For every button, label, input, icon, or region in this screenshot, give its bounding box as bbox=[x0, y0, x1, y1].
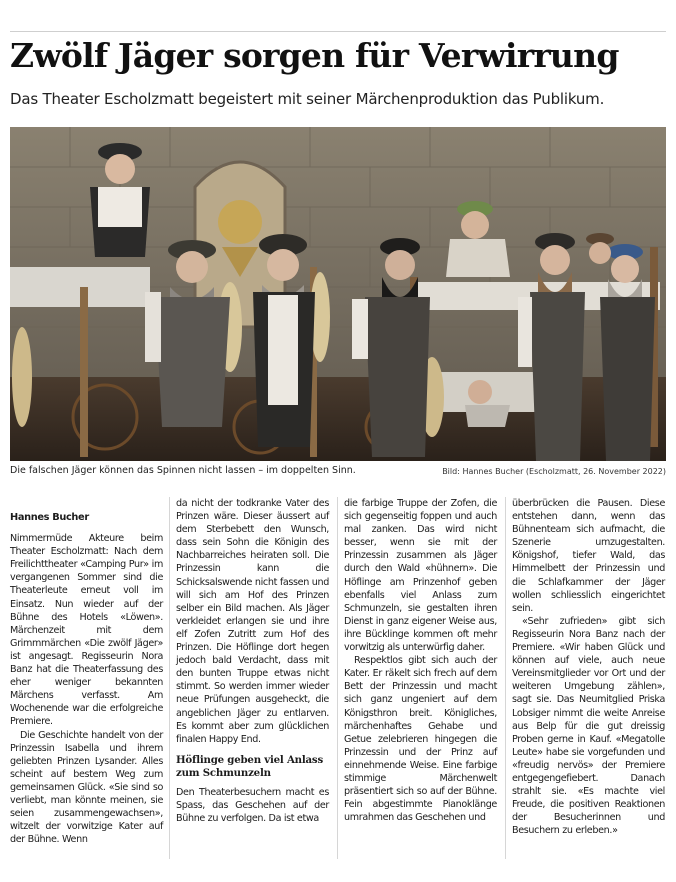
column-divider bbox=[505, 497, 506, 859]
column-3 bbox=[344, 497, 497, 824]
article-subtitle: Das Theater Escholzmatt begeistert mit seiner Märchenproduktion das Publikum. bbox=[10, 90, 605, 108]
column-divider bbox=[337, 497, 338, 859]
photo-credit: Bild: Hannes Bucher (Escholzmatt, 26. November 2022) bbox=[442, 467, 666, 476]
article-title: Zwölf Jäger sorgen für Verwirrung bbox=[10, 36, 619, 75]
paragraph: Die Geschichte handelt von der Prinzessin Isabella und ihrem geliebten Prinzen Lysander. Alles scheint auf bestem Weg zum gemeinsamen Glück. «Sie sind so verliebt, man könnte meinen, sie seien zusammengewachsen», witzelt der vorwitzige Kater auf der Bühne. Wenn bbox=[10, 729, 163, 846]
column-1 bbox=[10, 497, 163, 846]
paragraph: Den Theaterbesuchern macht es Spass, das Geschehen auf der Bühne zu verfolgen. Da ist etwa bbox=[176, 786, 329, 824]
article-photo bbox=[10, 127, 666, 461]
photo-caption: Die falschen Jäger können das Spinnen nicht lassen – im doppelten Sinn. bbox=[10, 465, 356, 476]
column-divider bbox=[169, 497, 170, 859]
column-4 bbox=[512, 497, 665, 837]
paragraph: Respektlos gibt sich auch der Kater. Er räkelt sich frech auf dem Bett der Prinzessin und macht sich ganz ungeniert auf dem Königsthron breit. Königliches, märchenhaftes Gehabe und Getue zelebrieren hingegen die Prinzessin und der Prinz auf einnehmende Weise. Eine farbige stimmige Märchenwelt präsentiert sich so auf der Bühne. Fein abgestimmte Pianoklänge umrahmen das Geschehen und bbox=[344, 655, 497, 824]
paragraph: da nicht der todkranke Vater des Prinzen wäre. Dieser äussert auf dem Sterbebett den Wunsch, dass sein Sohn die Königin des Nachbarreiches heiraten soll. Die Prinzessin kann die Schicksalswende nicht fassen und will sich am Hof des Prinzen selber ein Bild machen. Als Jäger verkleidet erlangen sie und ihre elf Zofen Zutritt zum Hof des Prinzen. Die Höflinge dort hegen jedoch bald Verdacht, dass mit den bunten Truppe etwas nicht stimmt. So werden immer wieder neue Prüfungen ausgeheckt, die angeblichen Jäger zu entlarven. Es kommt aber zum glücklichen finalen Happy End. bbox=[176, 498, 329, 745]
article-body bbox=[10, 497, 666, 877]
column-2 bbox=[176, 497, 329, 825]
paragraph: Nimmermüde Akteure beim Theater Escholzmatt: Nach dem Freilichttheater «Camping Pur» im vergangenen Sommer sind die Theaterleute erneut voll im Einsatz. Nun wieder auf der Bühne des Hotels «Löwen». Märchenzeit mit dem Grimmmärchen «Die zwölf Jäger» ist angesagt. Regisseurin Nora Banz hat die Theaterfassung des eher weniger bekannten Märchens verfasst. Am Wochenende war die erfolgreiche Premiere. bbox=[10, 533, 163, 728]
paragraph: «Sehr zufrieden» gibt sich Regisseurin Nora Banz nach der Premiere. «Wir haben Glück und können auf viele, auch neue Vereinsmitglieder vor Ort und der weiteren Umgebung zählen», sagt sie. Das Neumitglied Priska Lobsiger nimmt die weite Anreise aus Belp für die gut dreissig Proben gerne in Kauf. «Megatolle Leute» habe sie vorgefunden und «freudig nervös» der Premiere entgegengefiebert. Danach strahlt sie. «Es machte viel Freude, die positiven Reaktionen der Besucherinnen und Besuchern zu erleben.» bbox=[512, 615, 665, 837]
top-rule bbox=[10, 31, 666, 32]
author-byline: Hannes Bucher bbox=[10, 512, 89, 523]
paragraph: die farbige Truppe der Zofen, die sich gegenseitig foppen und auch mal zanken. Das wird nicht besser, wenn sie mit der Prinzessin zusammen als Jäger durch den Wald «hühnern». Die Höflinge am Prinzenhof geben ebenfalls viel Anlass zum Schmunzeln, sie gestalten ihren Dienst in ganz eigener Weise aus, ihre Bücklinge kommen oft mehr vorwitzig als unterwürfig daher. bbox=[344, 498, 497, 654]
paragraph: überbrücken die Pausen. Diese entstehen dann, wenn das Bühnenteam sich aufmacht, die Szenerie umzugestalten. Königshof, tiefer Wald, das Himmelbett der Prinzessin und die Schlafkammer der Jäger wollen schliesslich eingerichtet sein. bbox=[512, 498, 665, 614]
subheading: Höflinge geben viel Anlass zum Schmunzeln bbox=[176, 753, 324, 779]
